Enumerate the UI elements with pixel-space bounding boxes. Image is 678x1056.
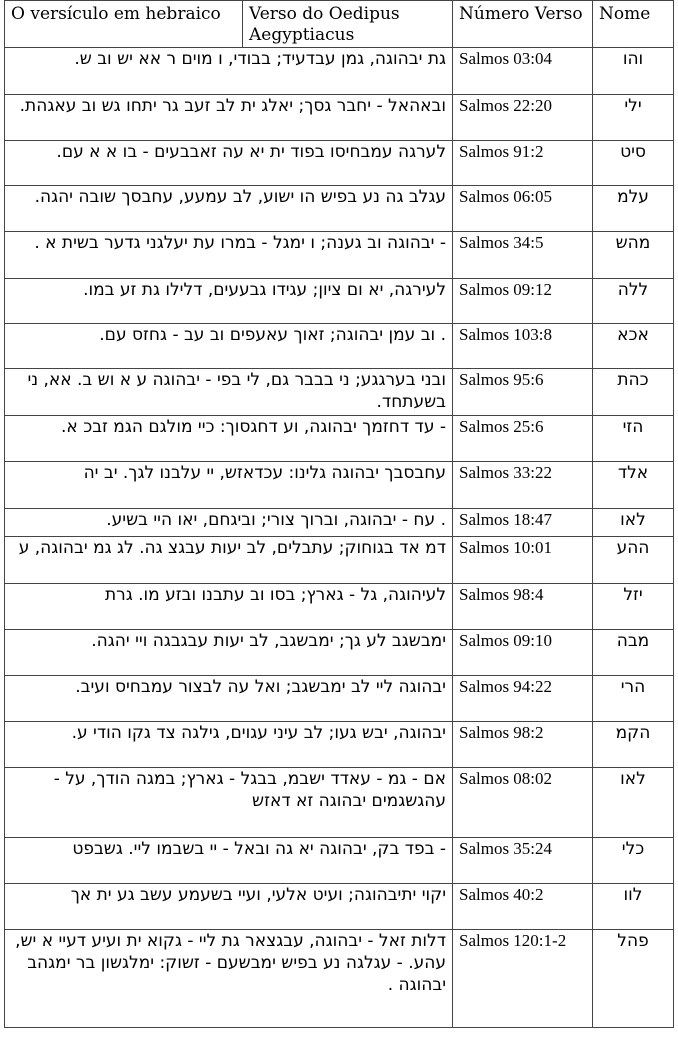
hebrew-verse: דמ אד בגוחוק; עתבלים, לב יעות עבגצ גה. לג גמ יבהוגה, ע bbox=[5, 537, 453, 584]
table-row bbox=[5, 369, 674, 416]
table-row bbox=[5, 509, 674, 537]
verse-name: מהש bbox=[593, 232, 674, 279]
verse-name: לוו bbox=[593, 884, 674, 930]
verse-name: לאו bbox=[593, 768, 674, 838]
verse-name: סיט bbox=[593, 141, 674, 186]
hebrew-verse: יבהוגה, יבש געו; לב עיני עגוים, גילגה צד גקו הודי ע. bbox=[5, 722, 453, 768]
header-number: Número Verso bbox=[453, 1, 593, 48]
verse-number: Salmos 25:6 bbox=[453, 416, 593, 462]
header-row bbox=[5, 1, 674, 48]
hebrew-verse: יקוי יתיבהוגה; ועיט אלעי, ועיי בשעמע עשב גע ית אך bbox=[5, 884, 453, 930]
table-row bbox=[5, 416, 674, 462]
table-row bbox=[5, 768, 674, 838]
table-row bbox=[5, 884, 674, 930]
verses-table bbox=[4, 0, 674, 1028]
verse-name: פהל bbox=[593, 930, 674, 1028]
verse-name: ילי bbox=[593, 95, 674, 141]
hebrew-verse: ימבשגב לע גך; ימבשגב, לב יעות עבגבגה ויי יהגה. bbox=[5, 630, 453, 676]
hebrew-verse: ובאהאל - יחבר גסך; יאלג ית לב זעב גר יתחו גש וב עאגהת. bbox=[5, 95, 453, 141]
verse-number: Salmos 18:47 bbox=[453, 509, 593, 537]
hebrew-verse: דלות זאל - יבהוגה, עבגצאר גת ליי - גקוא ית ועיע דעיי א יש, עהע. - עגלגה נע בפיש ימבשעם - זשוק: ימלגשון בר ימגהב יבהוגה . bbox=[5, 930, 453, 1028]
hebrew-verse: אם - גמ - עאדד ישבמ, בבגל - גארץ; במגה הודך, על - עהגשגמים יבהוגה זא דאזש bbox=[5, 768, 453, 838]
hebrew-verse: עחבסבך יבהוגה גלינו: עכדאזש, יי עלבנו לגך. יב יה bbox=[5, 462, 453, 509]
header-oedipus: Verso do Oedipus Aegyptiacus bbox=[243, 1, 453, 48]
hebrew-verse: לערגה עמבחיסו בפוד ית יא עה זאבבעים - בו א א עם. bbox=[5, 141, 453, 186]
hebrew-verse: לעירגה, יא ום ציון; עגידו גבעעים, דלילו גת זע במו. bbox=[5, 279, 453, 324]
verse-name: כהת bbox=[593, 369, 674, 416]
verse-number: Salmos 03:04 bbox=[453, 48, 593, 95]
table-row bbox=[5, 676, 674, 722]
verse-name: לאו bbox=[593, 509, 674, 537]
verse-number: Salmos 09:10 bbox=[453, 630, 593, 676]
verse-number: Salmos 120:1-2 bbox=[453, 930, 593, 1028]
header-hebrew: O versículo em hebraico bbox=[5, 1, 243, 48]
table-row bbox=[5, 95, 674, 141]
verse-number: Salmos 08:02 bbox=[453, 768, 593, 838]
verse-number: Salmos 91:2 bbox=[453, 141, 593, 186]
table-row bbox=[5, 630, 674, 676]
table-row bbox=[5, 141, 674, 186]
table-row bbox=[5, 232, 674, 279]
table-row bbox=[5, 930, 674, 1028]
hebrew-verse: גת יבהוגה, גמן עבדעיד; בבודי, ו מוים ר אא יש וב ש. bbox=[5, 48, 453, 95]
header-name: Nome bbox=[593, 1, 674, 48]
verse-name: ההע bbox=[593, 537, 674, 584]
verse-name: הקמ bbox=[593, 722, 674, 768]
verse-name: אלד bbox=[593, 462, 674, 509]
verse-name: כלי bbox=[593, 838, 674, 884]
table-row bbox=[5, 279, 674, 324]
verse-name: יזל bbox=[593, 584, 674, 630]
table-row bbox=[5, 722, 674, 768]
table-row bbox=[5, 584, 674, 630]
table-row bbox=[5, 186, 674, 232]
table-row bbox=[5, 537, 674, 584]
hebrew-verse: לעיהוגה, גל - גארץ; בסו וב עתבנו ובזע מו. גרת bbox=[5, 584, 453, 630]
table-row bbox=[5, 462, 674, 509]
hebrew-verse: . וב עמן יבהוגה; זאוך עאעפים וב עב - גחזס עם. bbox=[5, 324, 453, 369]
verse-name: עלמ bbox=[593, 186, 674, 232]
verse-number: Salmos 33:22 bbox=[453, 462, 593, 509]
hebrew-verse: עגלב גה נע בפיש הו ישוע, לב עמעע, עחבסך שובה יהגה. bbox=[5, 186, 453, 232]
hebrew-verse: - בפד בק, יבהוגה יא גה ובאל - יי בשבמו ליי. גשבפט bbox=[5, 838, 453, 884]
verse-name: אכא bbox=[593, 324, 674, 369]
table-row bbox=[5, 324, 674, 369]
table-row bbox=[5, 48, 674, 95]
verse-number: Salmos 98:2 bbox=[453, 722, 593, 768]
verse-name: הזי bbox=[593, 416, 674, 462]
verse-number: Salmos 06:05 bbox=[453, 186, 593, 232]
hebrew-verse: - יבהוגה וב גענה; ו ימגל - במרו עת יעלגני גדער בשית א . bbox=[5, 232, 453, 279]
verse-number: Salmos 34:5 bbox=[453, 232, 593, 279]
verse-number: Salmos 94:22 bbox=[453, 676, 593, 722]
verse-number: Salmos 98:4 bbox=[453, 584, 593, 630]
verse-number: Salmos 10:01 bbox=[453, 537, 593, 584]
verse-name: ללה bbox=[593, 279, 674, 324]
verse-number: Salmos 95:6 bbox=[453, 369, 593, 416]
hebrew-verse: ובני בערגגע; ני בבבר גם, לי בפי - יבהוגה ע א וש ב. אא, ני בשעתחד. bbox=[5, 369, 453, 416]
verse-number: Salmos 40:2 bbox=[453, 884, 593, 930]
hebrew-verse: . עח - יבהוגה, וברוך צורי; וביגחם, יאו היי בשיע. bbox=[5, 509, 453, 537]
hebrew-verse: - עד דחזמך יבהוגה, וע דחגסוך: כיי מולגם הגמ זבכ א. bbox=[5, 416, 453, 462]
table-row bbox=[5, 838, 674, 884]
verse-number: Salmos 22:20 bbox=[453, 95, 593, 141]
hebrew-verse: יבהוגה ליי לב ימבשגב; ואל עה לבצור עמבחיס ועיב. bbox=[5, 676, 453, 722]
verse-number: Salmos 103:8 bbox=[453, 324, 593, 369]
verse-name: והו bbox=[593, 48, 674, 95]
verse-name: מבה bbox=[593, 630, 674, 676]
verse-number: Salmos 35:24 bbox=[453, 838, 593, 884]
verse-name: הרי bbox=[593, 676, 674, 722]
verse-number: Salmos 09:12 bbox=[453, 279, 593, 324]
